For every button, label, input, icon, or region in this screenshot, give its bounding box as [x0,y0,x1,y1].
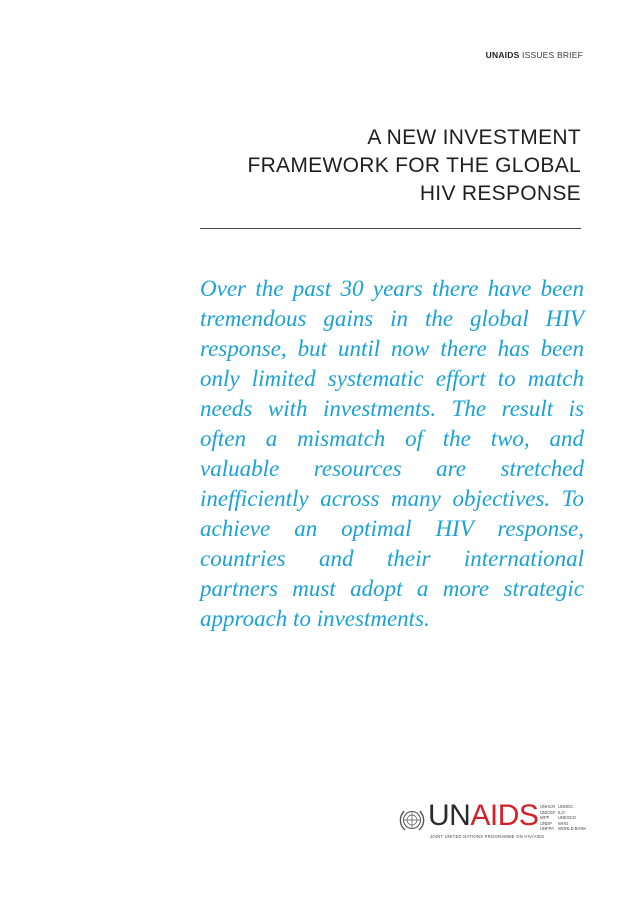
title-divider [200,228,581,229]
title-line-1: A NEW INVESTMENT [367,126,581,149]
cosponsor-item: UNESCO [558,815,576,821]
cosponsor-item: WORLD BANK [558,826,587,832]
cosponsor-item: WHO [558,820,569,826]
un-emblem-icon [398,806,426,834]
cosponsor-item: UNDP [540,820,552,826]
logo-un: UN [428,799,471,832]
intro-paragraph: Over the past 30 years there have been tremendous gains in the global HIV response, but until now there has been only limited systematic effort to match needs with investments. The result is often a mismatch of the two, and valuable resources are stretched inefficiently across many objectives. To achieve an optimal HIV response, countries and their international partners must adopt a more strategic approach to investments. [200,276,584,631]
title-line-2: FRAMEWORK FOR THE GLOBAL [247,154,581,177]
cosponsor-list-1 [540,804,556,832]
header-brand: UNAIDS [485,50,520,60]
page-title [161,124,581,208]
cosponsor-item: ILO [558,809,565,815]
cosponsor-item: UNODC [558,804,574,809]
issues-brief-header [486,50,583,60]
title-line-3: HIV RESPONSE [419,182,581,205]
header-doc-type: ISSUES BRIEF [522,50,583,60]
cosponsor-item: UNFPA [540,826,554,832]
cosponsor-item: UNICEF [540,809,556,815]
cosponsor-item: UNHCR [540,804,556,809]
cosponsor-item: WFP [540,815,550,821]
cosponsor-list-2 [558,804,586,832]
unaids-logo-block [398,800,588,844]
unaids-wordmark [428,801,538,831]
logo-tagline: JOINT UNITED NATIONS PROGRAMME ON HIV/AIDS [430,834,545,839]
logo-aids: AIDS [470,799,539,832]
